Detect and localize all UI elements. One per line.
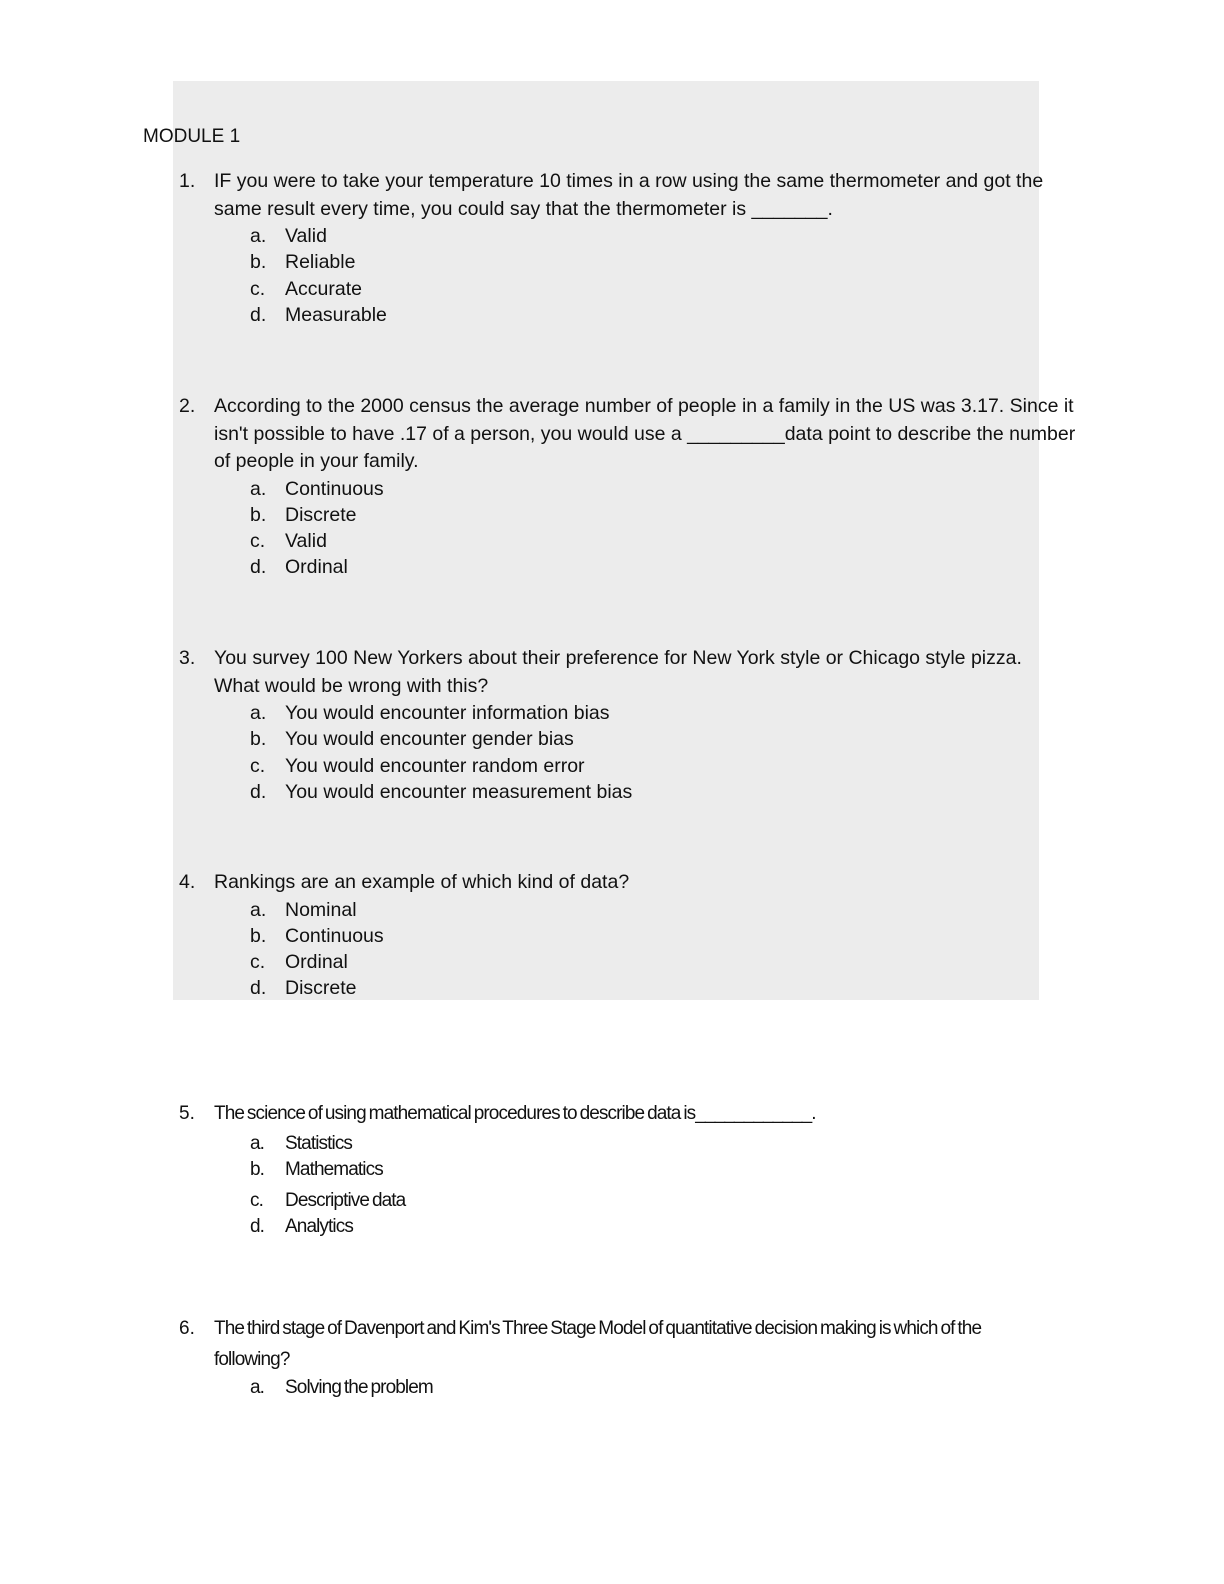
options-list [250,476,1084,581]
option-c [250,528,1084,554]
option-text: Descriptive data [285,1190,406,1211]
option-text: Analytics [285,1216,353,1237]
option-letter: b. [250,251,267,274]
question-3 [179,645,1059,805]
option-text: You would encounter information bias [285,702,610,724]
options-list [250,1131,1014,1240]
question-text: Rankings are an example of which kind of data? [214,871,630,893]
option-c [250,1188,1014,1214]
option-letter: b. [250,728,267,751]
option-letter: a. [250,477,267,500]
option-letter: d. [250,556,267,579]
option-text: Continuous [285,924,384,947]
option-b [250,923,1074,949]
option-a [250,1375,1034,1401]
option-d [250,302,1059,328]
option-letter: b. [250,503,267,526]
option-text: Solving the problem [285,1377,433,1398]
question-1 [179,168,1059,328]
option-text: Continuous [285,477,384,500]
question-text: The science of using mathematical procedures to describe data is____________. [214,1103,816,1124]
question-4 [179,869,1074,1002]
option-letter: b. [250,924,267,947]
question-number: 2. [179,395,196,417]
option-a [250,476,1084,502]
question-number: 5. [179,1103,195,1124]
option-letter: a. [250,225,267,247]
option-b [250,726,1059,752]
option-letter: d. [250,1216,265,1237]
question-text: The third stage of Davenport and Kim's Three Stage Model of quantitative decision making is which of the following? [214,1318,982,1370]
option-a [250,897,1074,923]
option-c [250,949,1074,975]
option-letter: a. [250,898,267,921]
option-d [250,779,1059,805]
option-text: Measurable [285,303,387,326]
option-letter: d. [250,303,267,326]
question-number: 6. [179,1318,195,1339]
question-2 [179,393,1084,581]
option-c [250,753,1059,779]
option-b [250,249,1059,275]
option-letter: b. [250,1159,265,1180]
option-letter: c. [250,277,266,300]
option-text: Nominal [285,898,357,921]
option-b [250,502,1084,528]
question-5 [179,1098,1014,1240]
option-letter: c. [250,754,266,777]
option-text: Accurate [285,277,362,300]
option-letter: c. [250,1190,263,1211]
option-c [250,276,1059,302]
option-letter: a. [250,702,267,724]
option-text: Ordinal [285,556,348,579]
option-letter: a. [250,1377,265,1398]
option-text: Ordinal [285,951,348,974]
option-text: Valid [285,530,327,553]
options-list [250,700,1059,805]
option-letter: a. [250,1133,265,1154]
options-list [250,897,1074,1002]
question-number: 3. [179,647,196,669]
option-text: You would encounter random error [285,754,585,777]
question-number: 1. [179,170,196,192]
option-text: Reliable [285,251,356,274]
option-a [250,223,1059,249]
question-text: You survey 100 New Yorkers about their preference for New York style or Chicago style pizza. What would be wrong with this? [214,647,1022,697]
option-text: Discrete [285,977,357,1000]
option-d [250,975,1074,1001]
question-text: IF you were to take your temperature 10 times in a row using the same thermometer and got the same result every time, you could say that the thermometer is _______. [214,170,1044,220]
option-text: You would encounter gender bias [285,728,574,751]
option-text: Discrete [285,503,357,526]
option-letter: d. [250,977,267,1000]
option-text: Statistics [285,1133,353,1154]
option-d [250,554,1084,580]
option-a [250,700,1059,726]
question-number: 4. [179,871,196,893]
option-b [250,1157,1014,1183]
options-list [250,223,1059,328]
question-text: According to the 2000 census the average number of people in a family in the US was 3.17. Since it isn't possible to have .17 of a person, you would use a _________data point to describe the number of people in your family. [214,395,1076,472]
question-6 [179,1313,1034,1401]
option-text: Valid [285,225,327,247]
option-letter: c. [250,530,266,553]
option-text: Mathematics [285,1159,383,1180]
option-d [250,1214,1014,1240]
option-letter: d. [250,780,267,803]
options-list [250,1375,1034,1401]
option-a [250,1131,1014,1157]
module-title: MODULE 1 [143,126,241,147]
option-text: You would encounter measurement bias [285,780,633,803]
option-letter: c. [250,951,266,974]
